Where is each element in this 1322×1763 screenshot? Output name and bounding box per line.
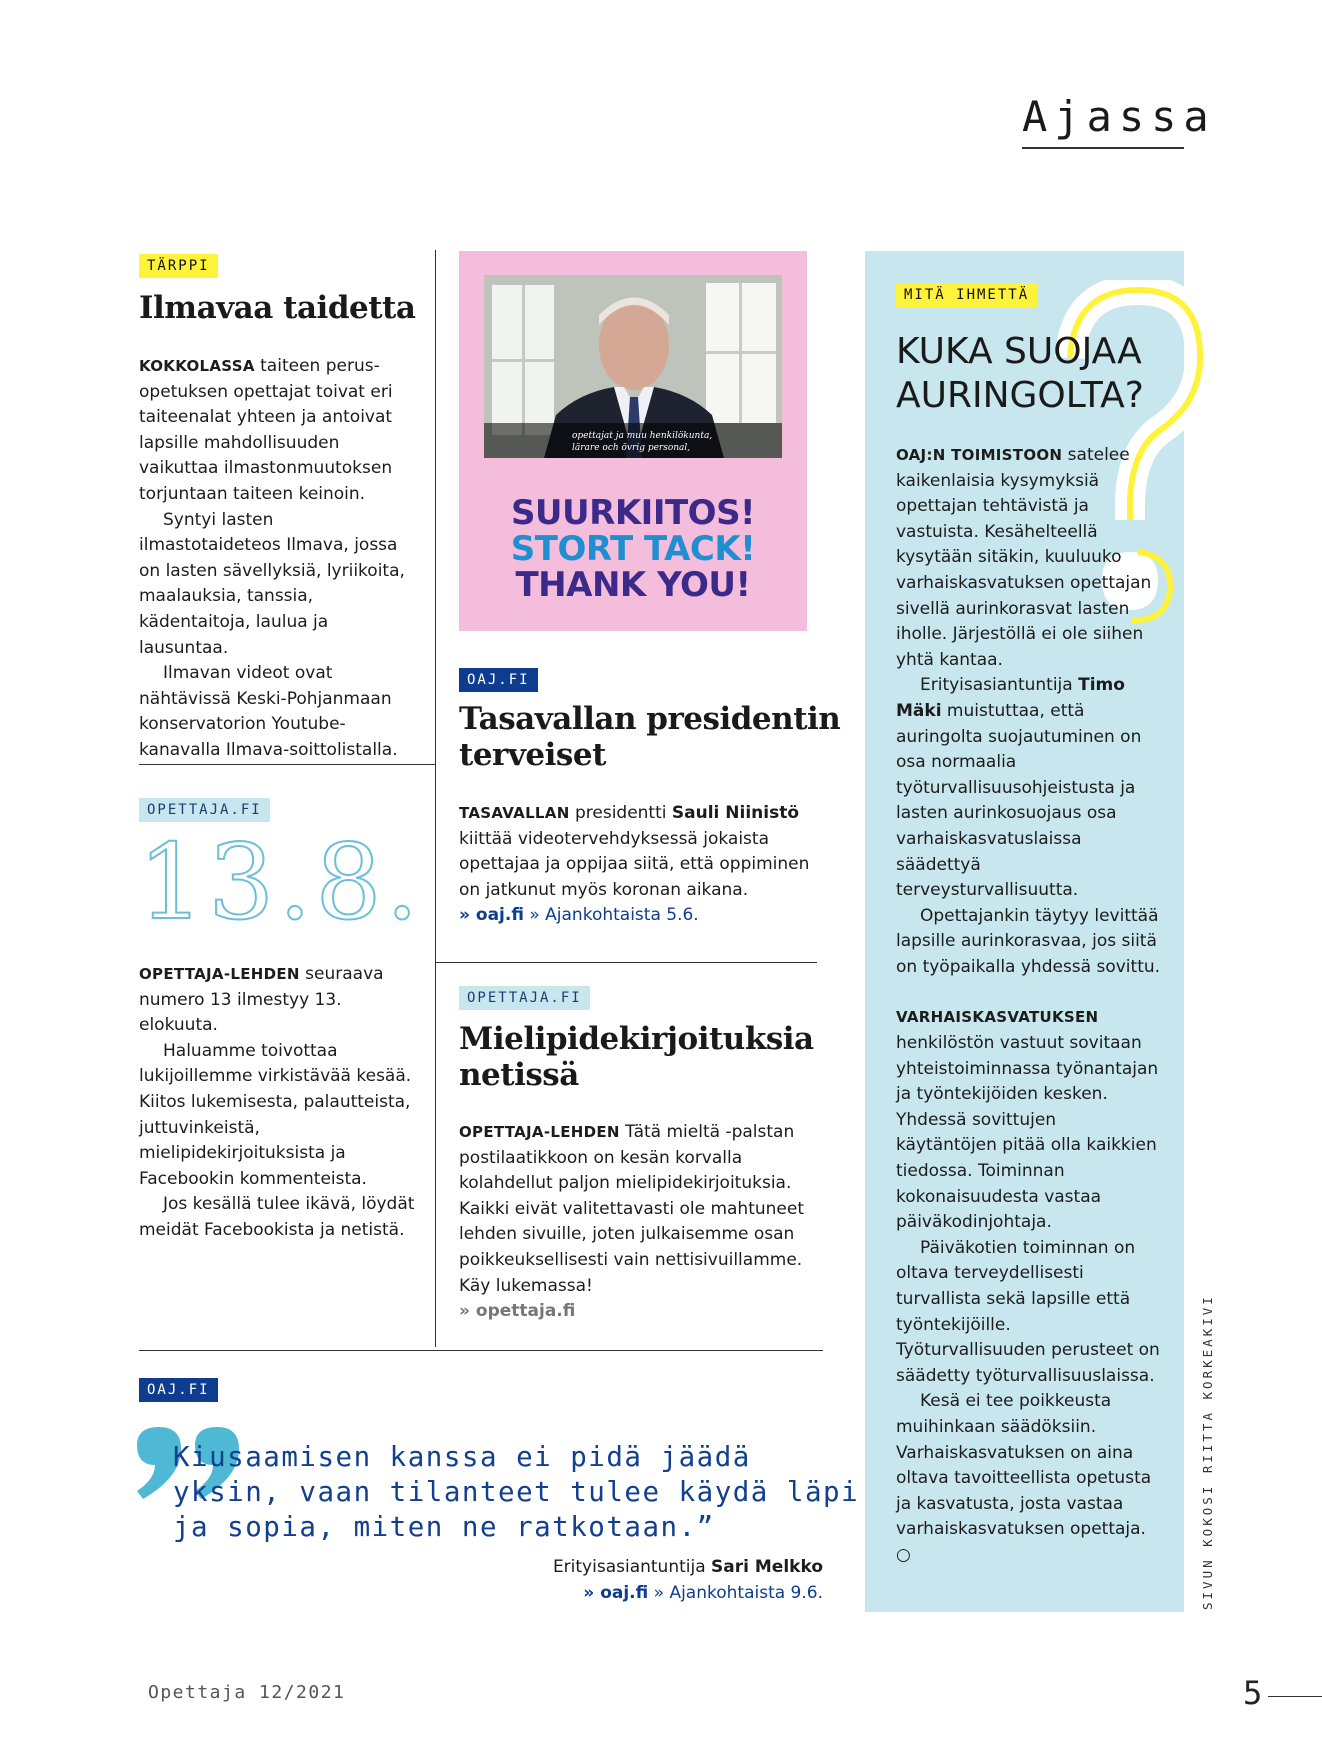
link-oaj-ajankohtaista-5-6[interactable]: » oaj.fi » Ajankohtaista 5.6. (459, 905, 699, 926)
promo-line-thank-you: THANK YOU! (515, 565, 751, 605)
tag-opettaja-fi: OPETTAJA.FI (139, 798, 270, 822)
pull-quote: Kiusaamisen kanssa ei pidä jäädä yksin, vaan tilanteet tulee käydä läpi ja sopia, miten ne ratkotaan.” (173, 1441, 860, 1543)
video-still (484, 275, 782, 458)
svg-text:opettajat ja muu henkilökunta,: opettajat ja muu henkilökunta, (572, 431, 713, 441)
quote-divider (139, 1350, 823, 1351)
section-title-underline (1022, 147, 1184, 149)
col2-divider (435, 962, 817, 963)
article-title-ilmavaa: Ilmavaa taidetta (139, 290, 416, 326)
section-title: Ajassa (1022, 92, 1216, 141)
article-body-kuka-suojaa: OAJ:N TOIMISTOON satelee kaikenlaisia kysymyksiä opettajan tehtävistä ja vastuista. Kesähelteellä kysytään sitäkin, kuuluuko varhaiskasvatuksen opettajan sivellä aurinkorasvat lasten iholle. Järjestöllä ei ole siihen yhtä kantaa. Erityisasiantuntija Timo Mäki muistuttaa, että auringolta suojautuminen on osa normaalia työturvallisuusohjeistusta ja lasten aurinkosuojaus osa varhaiskasvatuslaissa säädettyä terveysturvallisuutta. Opettajankin täytyy levittää lapsille aurinkorasvaa, jos siitä on työpaikalla yhdessä sovittu. VARHAISKASVATUKSEN henkilöstön vastuut sovitaan yhteistoiminnassa työnantajan ja työntekijöiden kesken. Yhdessä sovittujen käytäntöjen pitää olla kaikkien tiedossa. Toiminnan kokonaisuudesta vastaa päiväkodinjohtaja. Päiväkotien toiminnan on oltava terveydellisesti turvallista sekä lapsille että työntekijöille. Työturvallisuuden perusteet on säädetty työturvallisuuslaissa. Kesä ei tee poikkeusta muihinkaan säädöksiin. Varhaiskasvatuksen on aina oltava tavoitteellista opetusta ja kasvatusta, josta vastaa varhaiskasvatuksen opettaja. ○ (896, 445, 1161, 1565)
footer-magazine-issue: Opettaja 12/2021 (148, 1682, 346, 1703)
quote-attribution: Erityisasiantuntija Sari Melkko » oaj.fi » Ajankohtaista 9.6. (552, 1557, 823, 1603)
tag-oaj-fi-quote: OAJ.FI (139, 1378, 218, 1402)
article-title-presidentti: Tasavallan presidentin terveiset (459, 701, 841, 773)
tag-opettaja-fi-2: OPETTAJA.FI (459, 986, 590, 1010)
link-oaj-ajankohtaista-9-6[interactable]: » oaj.fi » Ajankohtaista 9.6. (583, 1583, 823, 1603)
article-body-mielipide: OPETTAJA-LEHDEN Tätä mieltä -palstan postilaatikkoon on kesän korvalla kolahdellut paljon mielipidekirjoituksia. Kaikki eivät valitettavasti ole mahtuneet lehden sivuille, joten julkaisemme osan poikkeuksellisesti vain nettisivuillamme. Käy lukemassa! » opettaja.fi (459, 1122, 804, 1322)
next-issue-date: 13.8. (138, 821, 423, 943)
page-number-rule (1268, 1696, 1322, 1697)
tag-mita-ihmetta: MITÄ IHMETTÄ (896, 283, 1037, 307)
article-title-mielipide: Mielipidekirjoituksia netissä (459, 1021, 814, 1093)
promo-line-stort-tack: STORT TACK! (510, 529, 756, 569)
article-body-presidentti: TASAVALLAN presidentti Sauli Niinistö kiittää videotervehdyksessä jokaista opettajaa ja oppijaa siitä, että oppiminen on jatkunut myös koronan aikana. » oaj.fi » Ajankohtaista 5.6. (459, 803, 810, 926)
article-title-kuka-suojaa: KUKA SUOJAA AURINGOLTA? (896, 331, 1144, 416)
col1-divider (139, 764, 435, 765)
tag-oaj-fi: OAJ.FI (459, 668, 538, 692)
article-body-ilmavaa: KOKKOLASSA taiteen perus-opetuksen opettajat toivat eri taiteenalat yhteen ja antoivat lapsille mahdollisuuden vaikuttaa ilmastonmuutoksen torjuntaan taiteen keinoin. Syntyi lasten ilmastotaideteos Ilmava, jossa on lasten sävellyksiä, lyriikoita, maalauksia, tanssia, kädentaitoja, laulua ja lausuntaa. Ilmavan videot ovat nähtävissä Keski-Pohjanmaan konservatorion Youtube-kanavalla Ilmava-soittolistalla. (139, 356, 405, 760)
link-opettaja-fi[interactable]: » opettaja.fi (459, 1301, 576, 1322)
tag-tarppi: TÄRPPI (139, 254, 218, 278)
column-divider-left (435, 250, 436, 1347)
lead-word: KOKKOLASSA (139, 357, 255, 375)
side-credit: SIVUN KOKOSI RIITTA KORKEAKIVI (1200, 1294, 1215, 1610)
presidential-video-promo[interactable] (459, 251, 807, 631)
article-body-next-issue: OPETTAJA-LEHDEN seuraava numero 13 ilmestyy 13. elokuuta. Haluamme toivottaa lukijoillemme virkistävää kesää. Kiitos lukemisesta, palautteista, juttuvinkeistä, mielipidekirjoituksista ja Facebookin kommenteista. Jos kesällä tulee ikävä, löydät meidät Facebookista ja netistä. (139, 964, 415, 1240)
promo-line-suurkiitos: SUURKIITOS! (510, 493, 756, 533)
svg-text:lärare och övrig personal,: lärare och övrig personal, (572, 443, 691, 453)
page-number: 5 (1243, 1674, 1263, 1712)
